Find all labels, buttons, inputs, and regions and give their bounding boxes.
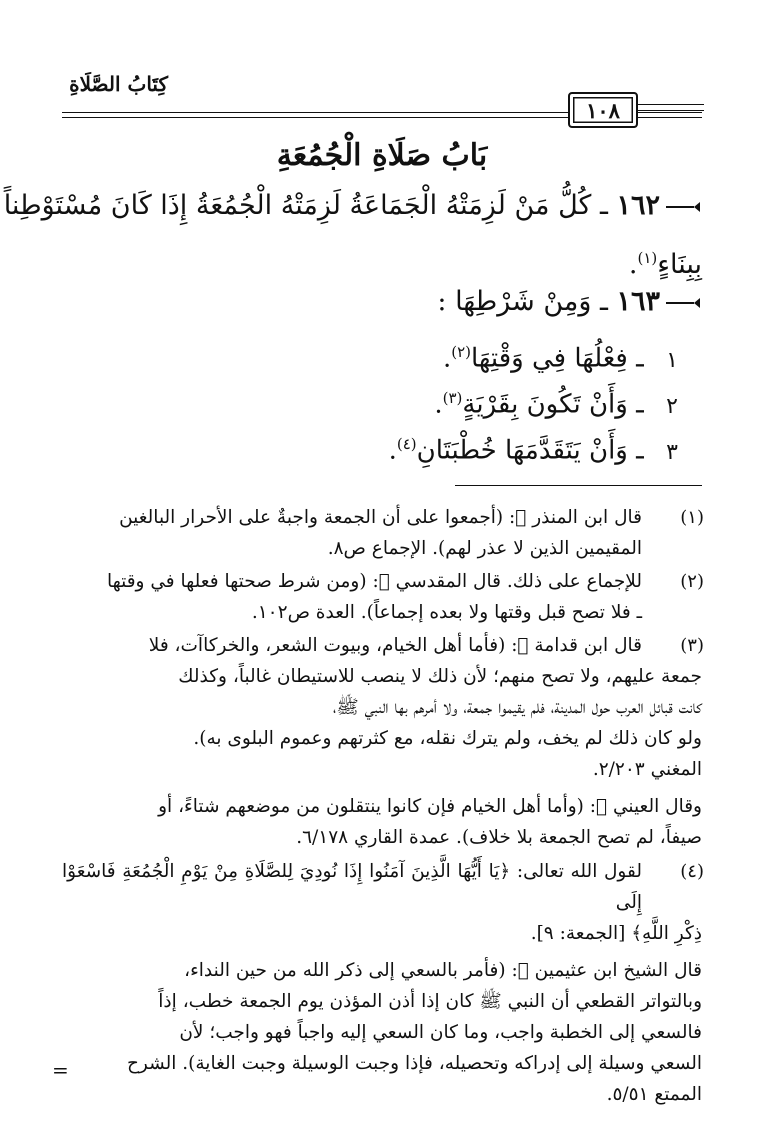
footnote-ref: (٤) [396,435,417,453]
paragraph-text: ـ كُلُّ مَنْ لَزِمَتْهُ الْجَمَاعَةُ لَزِمَتْهُ الْجُمُعَةُ إِذَا كَانَ مُسْتَوْطِناً [3,190,608,221]
paragraph-end: . [628,249,638,280]
list-item-number: ٣ [666,439,678,465]
footnote-line: صيفاً، لم تصح الجمعة بلا خلاف). عمدة القاري ٦/١٧٨. [296,827,702,848]
footnote-line: للإجماع على ذلك. قال المقدسي ﷬: (ومن شرط صحتها فعلها في وقتها [106,571,642,592]
list-item-text: ـ وَأَنْ يَتَقَدَّمَهَا خُطْبَتَانِ [416,435,644,466]
footnote-4 [62,856,702,1110]
list-item [62,376,678,429]
paragraph-163 [62,280,702,324]
list-item-end: . [388,435,397,466]
footnote-ref: (٢) [451,343,471,361]
footnote-number: (٤) [680,861,704,882]
paragraph-number: ١٦٢ [616,190,660,221]
footnote-line: وبالتواتر القطعي أن النبي ﷺ كان إذا أذن المؤذن يوم الجمعة خطب، إذاً [158,991,702,1012]
page-number-bar [634,104,704,105]
footnote-line: قال ابن المنذر ﷬: (أجمعوا على أن الجمعة واجبةٌ على الأحرار البالغين [119,507,642,528]
page-number: ١٠٨ [586,97,620,123]
list-item-end: . [442,343,452,374]
list-item-text: ـ فِعْلُهَا فِي وَقْتِهَا [471,343,644,374]
paragraph-162-line-1 [3,184,702,228]
running-header-book-title: كِتَابُ الصَّلَاةِ [69,72,168,96]
footnote-line: ذِكْرِ اللَّهِ﴾ [الجمعة: ٩]. [530,923,702,944]
footnote-line: السعي وسيلة إلى إدراكه وتحصيله، فإذا وجبت الوسيلة وجبت الغاية). الشرح [126,1053,702,1074]
list-item-number: ١ [666,347,678,373]
footnote-line: جمعة عليهم، ولا تصح منهم؛ لأن ذلك لا ينصب للاستيطان غالباً، وكذلك [178,666,702,687]
footnote-line: المقيمين الذين لا عذر لهم). الإجماع ص٨. [327,538,642,559]
list-item-number: ٢ [666,393,678,419]
footnote-3 [62,630,702,853]
footnote-separator [455,485,702,486]
page-number-bar [634,110,704,111]
footnote-line: الممتع ٥/٥١. [606,1084,702,1105]
ornament-icon [666,201,702,213]
list-item [62,330,678,383]
page-number-box [568,92,638,128]
footnote-line: لقول الله تعالى: ﴿يَا أَيُّهَا الَّذِينَ آمَنُوا إِذَا نُودِيَ لِلصَّلَاةِ مِنْ يَوْمِ الْجُمُعَةِ فَاسْعَوْا إِلَى [62,861,642,913]
footnote-line: ولو كان ذلك لم يخف، ولم يترك نقله، مع كثرتهم وعموم البلوى به). [193,728,702,749]
chapter-title: بَابُ صَلَاةِ الْجُمُعَةِ [276,138,488,173]
footnote-number: (٢) [680,571,704,592]
footnote-number: (١) [680,507,704,528]
list-item [62,422,678,475]
footnote-line: وقال العيني ﷬: (وأما أهل الخيام فإن كانوا ينتقلون من موضعهم شتاءً، أو [158,796,702,817]
paragraph-text: بِبِنَاءٍ [657,249,702,280]
footnote-ref: (٣) [442,389,463,407]
continuation-mark: = [52,1058,69,1082]
footnote-line: كانت قبائل العرب حول المدينة، فلم يقيموا جمعة، ولا أمرهم بها النبي ﷺ، [332,697,702,718]
footnote-line: ـ فلا تصح قبل وقتها ولا بعده إجماعاً). العدة ص١٠٢. [251,602,642,623]
ornament-icon [666,297,702,309]
footnote-ref: (١) [637,249,658,267]
footnote-line: قال ابن قدامة ﷬: (فأما أهل الخيام، وبيوت الشعر، والخركاآت، فلا [148,635,642,656]
footnote-line: قال الشيخ ابن عثيمين ﷬: (فأمر بالسعي إلى ذكر الله من حين النداء، [184,960,702,981]
paragraph-number: ١٦٣ [616,286,660,317]
footnote-number: (٣) [680,635,704,656]
footnote-1 [62,502,702,564]
footnote-line: فالسعي إلى الخطبة واجب، وما كان السعي إليه واجباً فهو واجب؛ لأن [179,1022,702,1043]
list-item-end: . [434,389,443,420]
paragraph-text: ـ وَمِنْ شَرْطِهَا : [437,286,608,317]
footnote-line: المغني ٢/٢٠٣. [592,759,702,780]
footnote-2 [62,566,702,628]
list-item-text: ـ وَأَنْ تَكُونَ بِقَرْيَةٍ [462,389,644,420]
